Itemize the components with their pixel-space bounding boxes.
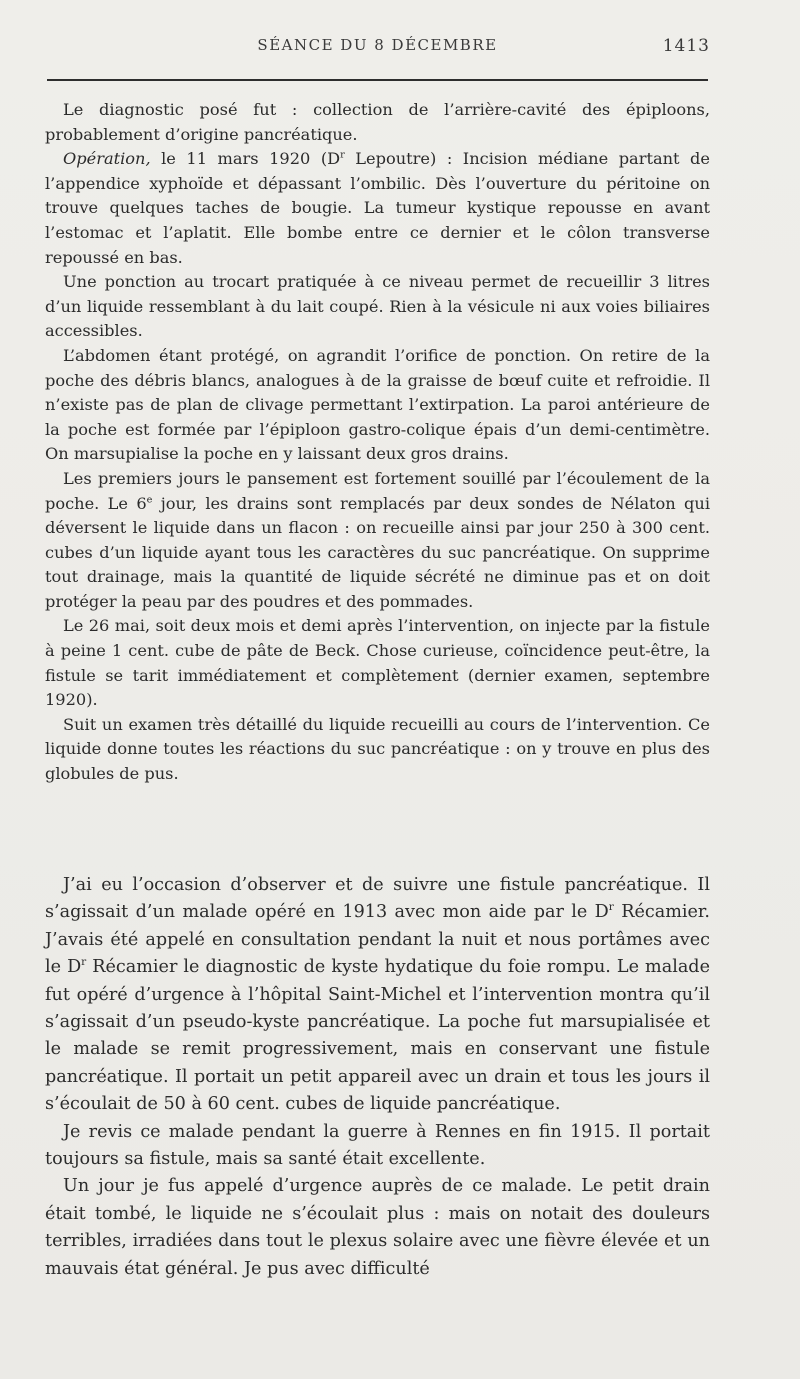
paragraph-observation [45, 872, 710, 1119]
paragraph-diagnosis: Le diagnostic posé fut : collection de l’arrière-cavité des épiploons, probablement d’origine pancréatique. [45, 100, 710, 144]
page-number: 1413 [662, 36, 710, 56]
operation-text-b: Lepoutre) : Incision médiane partant de l’appendice xyphoïde et dépassant l’ombilic. Dès l’ouverture du péritoine on trouve quelques taches de bougie. La tumeur kystique repousse en avant l’estomac et l’aplatit. Elle bombe entre ce dernier et le côlon transverse repoussé en bas. [45, 149, 710, 267]
observation-text-c: Récamier le diagnostic de kyste hydatique du foie rompu. Le malade fut opéré d’urgence à l’hôpital Saint-Michel et l’intervention montra qu’il s’agissait d’un pseudo-kyste pancréatique. La poche fut marsupialisée et le malade se remit progressivement, mais en conservant une fistule pancréatique. Il portait un petit appareil avec un drain et tous les jours il s’écoulait de 50 à 60 cent. cubes de liquide pancréatique. [45, 957, 710, 1115]
observation-sup-1: r [608, 901, 614, 914]
page-header [45, 36, 710, 62]
paragraph-puncture: Une ponction au trocart pratiquée à ce niveau permet de recueillir 3 litres d’un liquide ressemblant à du lait coupé. Rien à la vésicule ni aux voies biliaires accessibles. [45, 272, 710, 341]
paragraph-examination: Suit un examen très détaillé du liquide recueilli au cours de l’intervention. Ce liquide donne toutes les réactions du suc pancréatique : on y trouve en plus des globules de pus. [45, 714, 710, 784]
operation-text-a: le 11 mars 1920 (D [150, 149, 341, 169]
paragraph-emergency: Un jour je fus appelé d’urgence auprès de ce malade. Le petit drain était tombé, le liquide ne s’écoulait plus : mais on notait des douleurs terribles, irradiées dans tout le plexus solaire avec une fièvre élevée et un mauvais état général. Je pus avec difficulté [45, 1176, 710, 1279]
paragraph-dressing [45, 467, 710, 615]
dressing-sup: e [146, 494, 153, 506]
operation-sup: r [340, 149, 345, 161]
observation-text-a: J’ai eu l’occasion d’observer et de suivre une fistule pancréatique. Il s’agissait d’un malade opéré en 1913 avec mon aide par le D [45, 875, 710, 923]
paragraph-rennes: Je revis ce malade pendant la guerre à Rennes en fin 1915. Il portait toujours sa fistule, mais sa santé était excellente. [45, 1121, 710, 1170]
paragraph-abdomen: L’abdomen étant protégé, on agrandit l’orifice de ponction. On retire de la poche des débris blancs, analogues à de la graisse de bœuf cuite et refroidie. Il n’existe pas de plan de clivage permettant l’extirpation. La paroi antérieure de la poche est formée par l’épiploon gastro-colique épais d’un demi-centimètre. On marsupialise la poche en y laissant deux gros drains. [45, 345, 710, 464]
dressing-text-b: jour, les drains sont remplacés par deux sondes de Nélaton qui déversent le liquide dans un flacon : on recueille ainsi par jour 250 à 300 cent. cubes d’un liquide ayant tous les caractères du suc pancréatique. On supprime tout drainage, mais la quantité de liquide sécrété ne diminue pas et on doit protéger la peau par des poudres et des pommades. [45, 493, 710, 611]
running-title: SÉANCE DU 8 DÉCEMBRE [257, 36, 498, 54]
case-report-block [45, 98, 710, 787]
commentary-block [45, 872, 710, 1283]
observation-text-b: Récamier. J’avais été appelé en consultation pendant la nuit et nous portâmes avec le D [45, 902, 711, 978]
header-rule [47, 79, 708, 81]
observation-sup-2: r [81, 956, 87, 969]
paragraph-injection: Le 26 mai, soit deux mois et demi après l’intervention, on injecte par la fistule à peine 1 cent. cube de pâte de Beck. Chose curieuse, coïncidence peut-être, la fistule se tarit immédiatement et complètement (dernier examen, septembre 1920). [45, 616, 710, 710]
dressing-text-a: Les premiers jours le pansement est fortement souillé par l’écoulement de la poche. Le 6 [45, 468, 710, 513]
operation-lead: Opération, [63, 149, 151, 169]
paragraph-operation [45, 147, 710, 270]
